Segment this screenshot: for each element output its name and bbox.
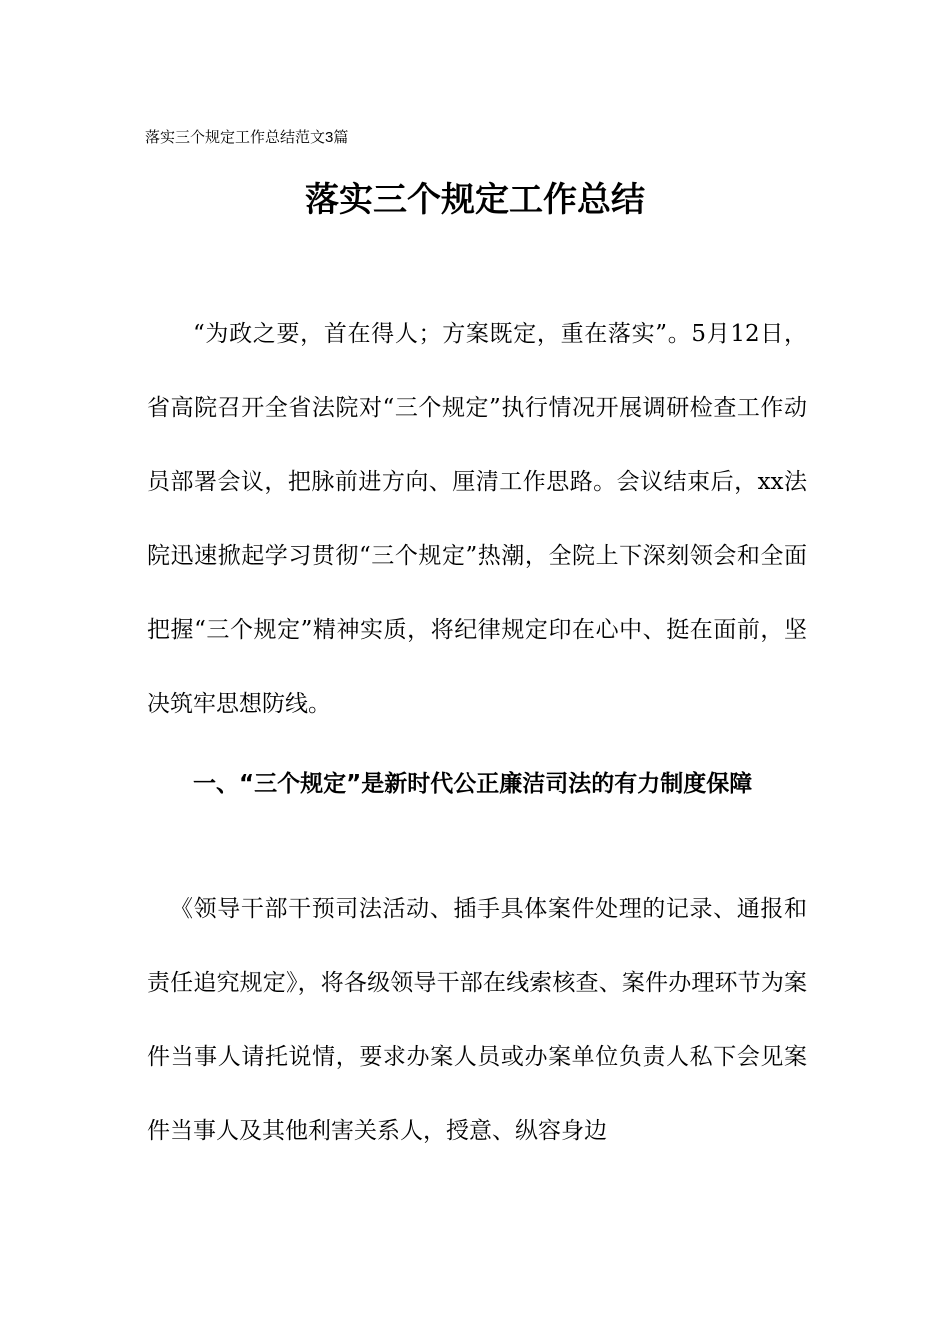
body-paragraph-1: “为政之要，首在得人；方案既定，重在落实”。5月12日，省高院召开全省法院对“三个规定”执行情况开展调研检查工作动员部署会议，把脉前进方向、厘清工作思路。会议结束后，xx法院迅速掀起学习贯彻“三个规定”热潮，全院上下深刻领会和全面把握“三个规定”精神实质，将纪律规定印在心中、挺在面前，坚决筑牢思想防线。 [147,321,807,717]
running-header: 落实三个规定工作总结范文3篇 [145,129,349,146]
section-heading-1: 一、“三个规定”是新时代公正廉洁司法的有力制度保障 [193,771,753,797]
body-paragraph-2: 《领导干部干预司法活动、插手具体案件处理的记录、通报和责任追究规定》，将各级领导干部在线索核查、案件办理环节为案件当事人请托说情，要求办案人员或办案单位负责人私下会见案件当事人及其他利害关系人，授意、纵容身边 [147,896,807,1144]
document-title: 落实三个规定工作总结 [305,180,645,220]
